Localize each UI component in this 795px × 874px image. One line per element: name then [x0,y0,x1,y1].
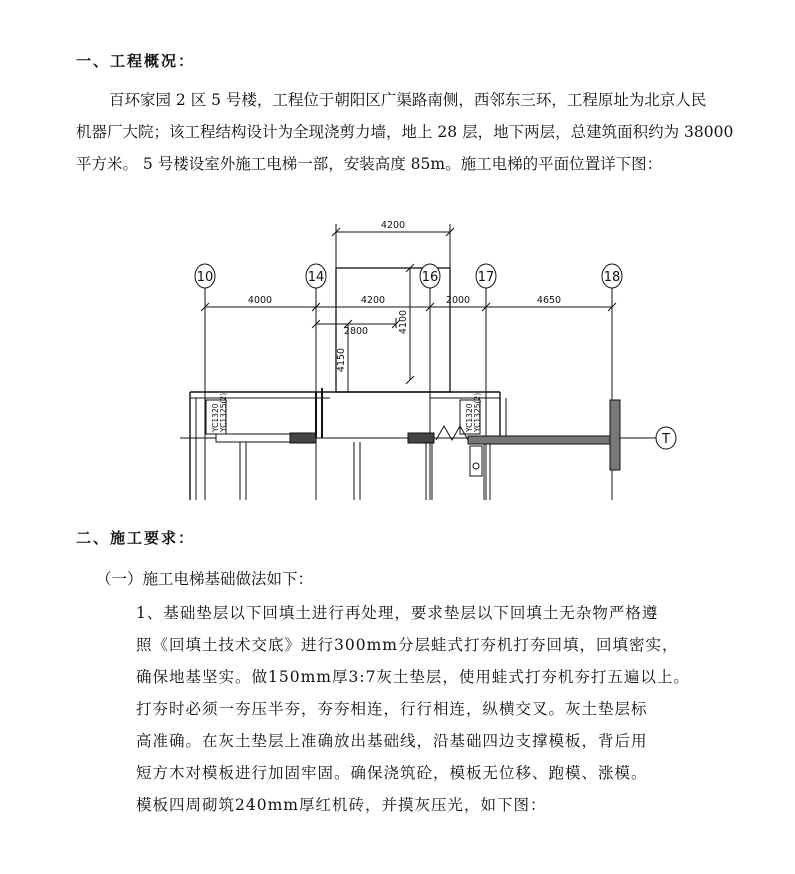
window-tag: YC1325(2) [473,392,482,432]
section-1-heading: 一、工程概况： [76,52,196,70]
axis-label-18: 18 [603,270,621,285]
axis-label-10: 10 [196,270,214,285]
axis-label-16: 16 [421,270,439,285]
dim-span-17-18: 4650 [536,295,562,306]
wall-column [290,433,316,443]
dim-span-10-14: 4000 [247,295,273,306]
paragraph-line: 模板四周砌筑240mm厚红机砖，并摸灰压光，如下图： [136,796,547,814]
paragraph-line: 百环家园 2 区 5 号楼，工程位于朝阳区广渠路南侧，西邻东三环，工程原址为北京人民 [109,91,707,109]
paragraph-line: 打夯时必须一夯压半夯，夯夯相连，行行相连，纵横交叉。灰土垫层标 [136,700,648,718]
axis-label-17: 17 [477,270,495,285]
wall-segment [610,400,620,470]
paragraph-line: 确保地基坚实。做150mm厚3:7灰土垫层，使用蛙式打夯机夯打五遍以上。 [136,668,690,686]
window-tag: YC1320 [211,403,220,432]
wall-column [408,433,434,443]
elevator-location-plan [180,210,680,500]
axis-label-14: 14 [307,270,325,285]
dim-inner-width: 2800 [343,326,369,337]
dim-span-14-16: 4200 [360,295,386,306]
paragraph-line: 照《回填土技术交底》进行300mm分层蛙式打夯机打夯回填，回填密实， [136,636,679,654]
section-2-subheading: （一）施工电梯基础做法如下： [96,570,314,588]
paragraph-line: 短方木对模板进行加固牢固。确保浇筑砼，模板无位移、跑模、涨模。 [136,764,648,782]
section-2-paragraph [136,597,736,821]
paragraph-line: 高准确。在灰土垫层上准确放出基础线，沿基础四边支撑模板，背后用 [136,732,648,750]
dim-span-16-17: 2000 [445,295,471,306]
paragraph-line: 机器厂大院；该工程结构设计为全现浇剪力墙，地上 28 层，地下两层，总建筑面积约为 38000 [76,123,734,141]
window-tag: YC1320 [465,403,474,432]
dim-inner-depth: 4100 [398,309,409,335]
axis-label-t: T [662,432,670,447]
wall-segment [468,436,616,444]
window-tag: YC1325(2) [219,392,228,432]
section-1-paragraph [76,84,736,180]
paragraph-line: 1、基础垫层以下回填土进行再处理，要求垫层以下回填土无杂物严格遵 [136,604,659,622]
dim-offset-depth: 4150 [336,347,347,373]
paragraph-line: 平方米。 5 号楼设室外施工电梯一部，安装高度 85m。施工电梯的平面位置详下图： [76,155,663,173]
dim-top-width: 4200 [380,220,406,231]
section-2-heading: 二、施工要求： [76,529,196,547]
